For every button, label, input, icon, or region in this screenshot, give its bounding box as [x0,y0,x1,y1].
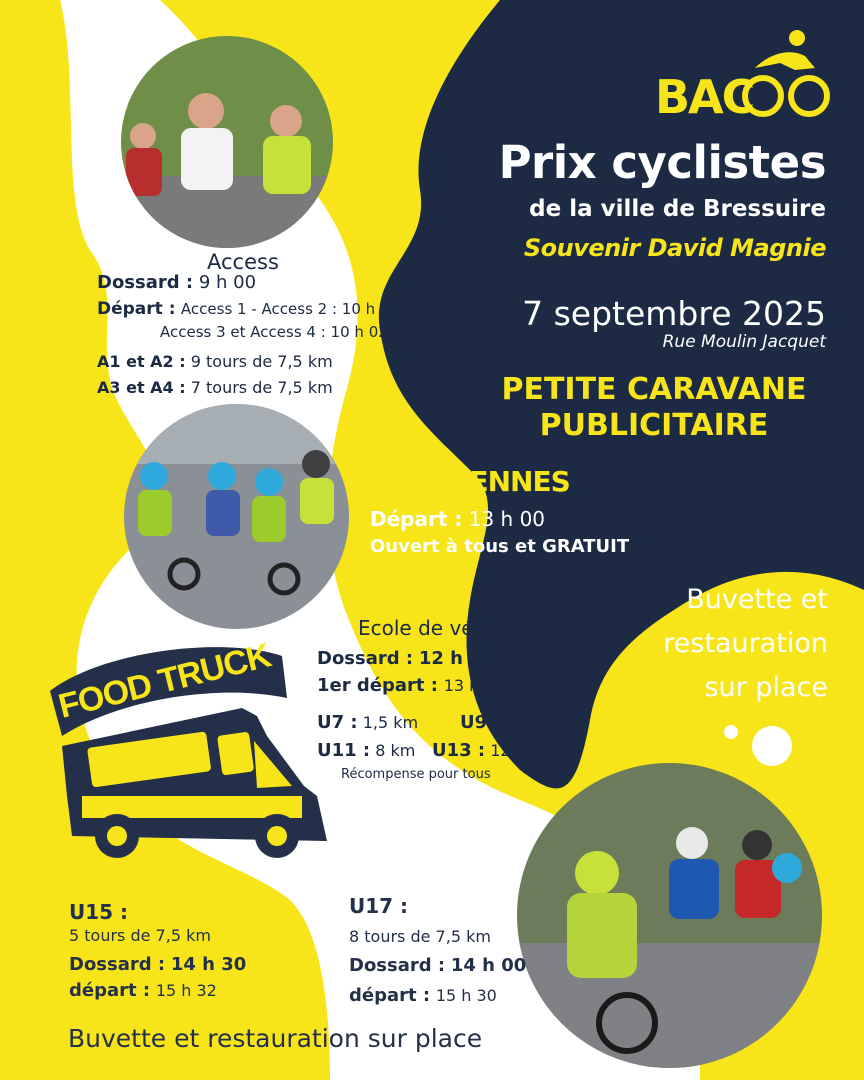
a3a4-label: A3 et A4 : [97,378,186,397]
decor-bubble [752,726,792,766]
access-dossard [97,272,256,293]
u15-dossard-value: 14 h 30 [170,954,247,975]
ecole-premier-value: 13 h 30 [443,676,505,695]
u13-label: U13 : [432,740,486,761]
photo-road-cyclists [121,36,333,248]
u7-value: 1,5 km [362,713,419,732]
u17-depart-label: départ : [349,985,431,1006]
photo-youth-race [517,763,822,1068]
u17-dossard-label: Dossard : [349,955,446,976]
draisiennes-depart [370,507,545,531]
access-depart-line2: Access 3 et Access 4 : 10 h 02 [160,323,388,341]
ecole-premier-depart [317,675,505,696]
buvette-right-line1: Buvette et [686,584,828,615]
u11-value: 8 km [375,741,416,760]
a1a2-value: 9 tours de 7,5 km [190,352,333,371]
buvette-right [663,578,828,710]
u7-label: U7 : [317,712,358,733]
u15-dossard [69,954,246,975]
dossard-label: Dossard : [97,272,194,293]
u15-dossard-label: Dossard : [69,954,166,975]
u17-title: U17 : [349,894,409,918]
depart-label: Départ : [97,299,176,319]
ecole-dossard-label: Dossard : [317,648,414,669]
u17-dossard-value: 14 h 00 [450,955,527,976]
access-a3a4 [97,378,333,397]
u15-title: U15 : [69,900,129,924]
decor-bubble [724,725,738,739]
draisiennes-depart-label: Départ : [370,507,463,531]
food-truck-icon [42,636,332,866]
photo-balance-bike-kids [124,404,349,629]
buvette-right-line2: restauration [663,628,828,659]
draisiennes-title: DRAISIENNES [368,465,570,498]
caravane-line2: PUBLICITAIRE [539,408,769,443]
caravane-line1: PETITE CARAVANE [501,372,807,407]
access-title: Access [207,250,279,274]
a1a2-label: A1 et A2 : [97,352,186,371]
caravane-title [468,372,840,444]
page-subtitle: de la ville de Bressuire [529,196,826,222]
tribute-line: Souvenir David Magnie [523,234,826,262]
depart-line1: Access 1 - Access 2 : 10 h 00 [180,300,400,318]
cyclist-icon [735,28,830,118]
u15-depart-value: 15 h 32 [155,981,217,1000]
ecole-reward: Récompense pour tous [341,767,491,782]
access-a1a2 [97,352,333,371]
club-logo [655,28,830,123]
a3a4-value: 7 tours de 7,5 km [190,378,333,397]
ecole-u9 [460,712,546,733]
decor-bubble [107,209,141,243]
draisiennes-depart-value: 13 h 00 [468,507,546,531]
access-depart [97,299,399,319]
u13-value: 12 km [490,741,541,760]
u17-dossard [349,955,526,976]
u15-depart [69,980,217,1001]
u17-depart [349,985,497,1006]
draisiennes-note: Ouvert à tous et GRATUIT [370,536,630,557]
u17-depart-value: 15 h 30 [435,986,497,1005]
event-location: Rue Moulin Jacquet [662,332,826,352]
u17-tours: 8 tours de 7,5 km [349,927,491,946]
ecole-u13 [432,740,541,761]
decor-bubble [96,178,112,194]
u15-tours: 5 tours de 7,5 km [69,926,211,945]
footer-buvette: Buvette et restauration sur place [68,1024,483,1053]
page-title: Prix cyclistes [498,136,826,189]
buvette-right-line3: sur place [704,672,828,703]
event-date: 7 septembre 2025 [522,294,826,333]
food-truck-sign-text: FOOD TRUCK [54,636,275,726]
dossard-value: 9 h 00 [198,272,257,293]
u11-label: U11 : [317,740,371,761]
ecole-title: Ecole de vélo [358,616,492,640]
club-logo-text: BAC [655,70,754,124]
ecole-premier-label: 1er départ : [317,675,438,696]
u9-label: U9 : [460,712,501,733]
ecole-dossard-value: 12 h 30 [418,648,495,669]
u15-depart-label: départ : [69,980,151,1001]
ecole-dossard [317,648,494,669]
ecole-u7 [317,712,418,733]
u9-value: 4 km [505,713,546,732]
